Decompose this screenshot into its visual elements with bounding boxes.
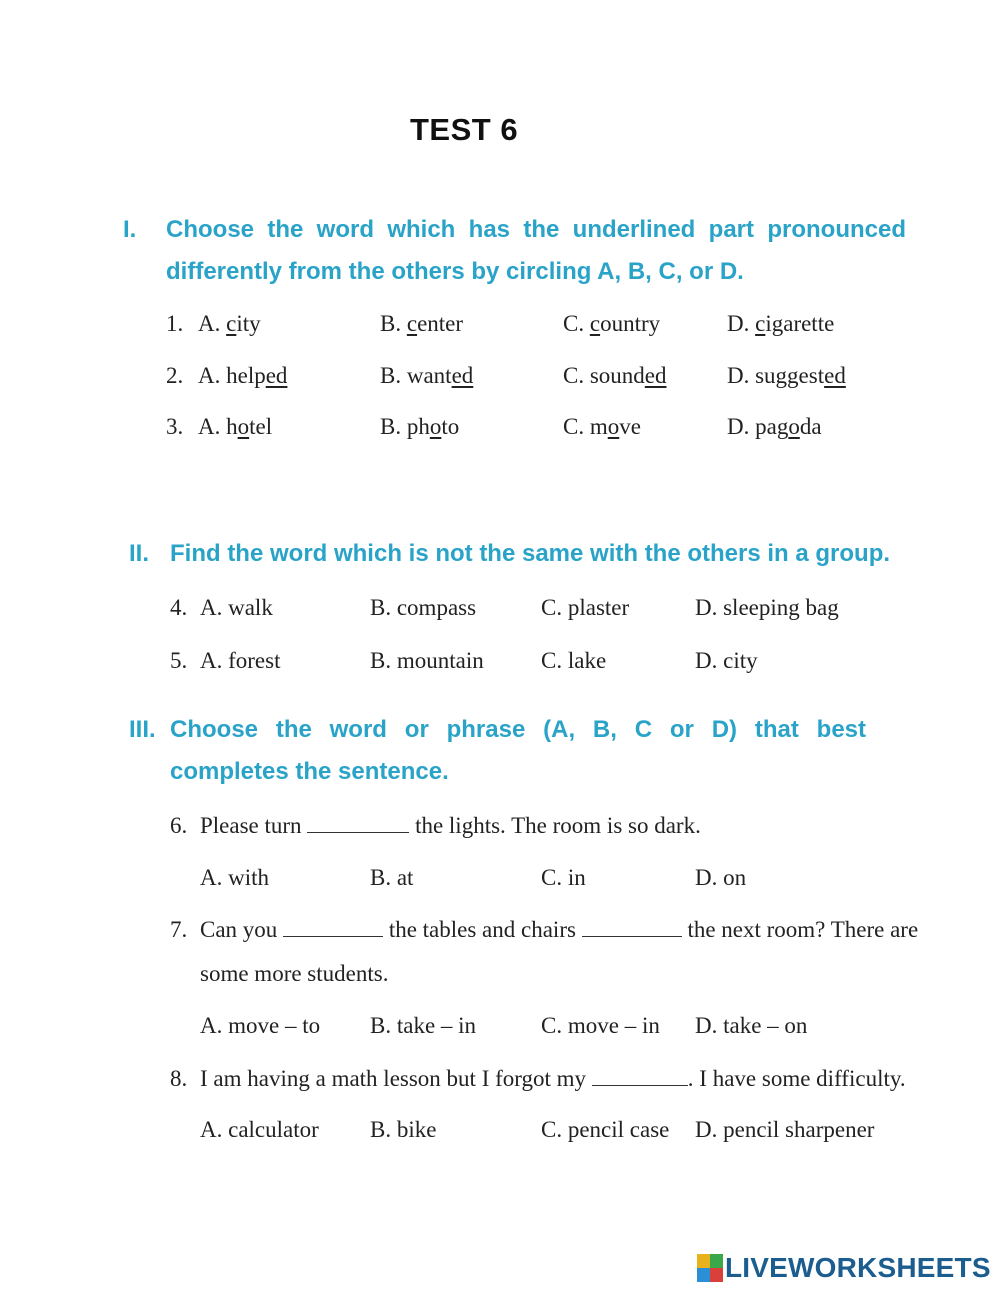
question-4-option-a[interactable]: A. walk xyxy=(200,595,273,620)
question-4-number: 4. xyxy=(170,595,188,620)
answer-blank[interactable] xyxy=(592,1084,688,1086)
question-8-number: 8. xyxy=(170,1066,188,1091)
question-6-option-b[interactable]: B. at xyxy=(370,865,414,890)
question-7-option-c[interactable]: C. move – in xyxy=(541,1013,660,1038)
question-3-option-c[interactable]: C. move xyxy=(563,414,641,439)
liveworksheets-logo xyxy=(697,1252,991,1284)
question-2-option-d[interactable]: D. suggested xyxy=(727,363,846,388)
section-3-number: III. xyxy=(129,716,156,743)
answer-blank[interactable] xyxy=(582,935,682,937)
page-title: TEST 6 xyxy=(410,112,519,147)
question-4-option-b[interactable]: B. compass xyxy=(370,595,477,620)
section-2-instruction: Find the word which is not the same with the others in a group. xyxy=(170,540,891,567)
logo-square-1 xyxy=(697,1254,710,1268)
section-2-number: II. xyxy=(129,540,150,567)
question-5-option-d[interactable]: D. city xyxy=(695,648,758,673)
liveworksheets-logo-icon xyxy=(697,1254,723,1282)
question-1-number: 1. xyxy=(166,311,184,336)
logo-square-3 xyxy=(697,1268,710,1282)
question-3-option-b[interactable]: B. photo xyxy=(380,414,460,439)
section-1-instruction: Choose the word which has the underlined part pronounced differently from the others by circling A, B, C, or D. xyxy=(166,216,906,285)
question-8-option-a[interactable]: A. calculator xyxy=(200,1117,319,1142)
answer-blank[interactable] xyxy=(307,831,409,833)
question-7-number: 7. xyxy=(170,917,188,942)
question-7-option-a[interactable]: A. move – to xyxy=(200,1013,321,1038)
question-7-stem: Can you the tables and chairs the next room? There are xyxy=(200,917,919,942)
question-3-option-a[interactable]: A. hotel xyxy=(198,414,273,439)
question-6-option-d[interactable]: D. on xyxy=(695,865,747,890)
question-8-option-c[interactable]: C. pencil case xyxy=(541,1117,670,1142)
question-4-option-c[interactable]: C. plaster xyxy=(541,595,630,620)
question-1-option-d[interactable]: D. cigarette xyxy=(727,311,835,336)
answer-blank[interactable] xyxy=(283,935,383,937)
section-1-number: I. xyxy=(123,216,137,243)
question-1-option-a[interactable]: A. city xyxy=(198,311,261,336)
question-7-stem-line-2: some more students. xyxy=(200,961,389,986)
question-7-option-b[interactable]: B. take – in xyxy=(370,1013,477,1038)
question-1-option-b[interactable]: B. center xyxy=(380,311,464,336)
question-7-option-d[interactable]: D. take – on xyxy=(695,1013,808,1038)
question-6-stem: Please turn the lights. The room is so dark. xyxy=(200,813,701,838)
question-6-option-a[interactable]: A. with xyxy=(200,865,269,890)
question-1-option-c[interactable]: C. country xyxy=(563,311,661,336)
question-6-option-c[interactable]: C. in xyxy=(541,865,586,890)
section-3-instruction: Choose the word or phrase (A, B, C or D) that best completes the sentence. xyxy=(170,716,866,785)
question-5-option-b[interactable]: B. mountain xyxy=(370,648,484,673)
logo-square-4 xyxy=(710,1268,723,1282)
question-4-option-d[interactable]: D. sleeping bag xyxy=(695,595,839,620)
question-6-number: 6. xyxy=(170,813,188,838)
question-3-option-d[interactable]: D. pagoda xyxy=(727,414,822,439)
question-2-option-a[interactable]: A. helped xyxy=(198,363,288,388)
brand-name: LIVEWORKSHEETS xyxy=(725,1252,991,1283)
question-5-option-a[interactable]: A. forest xyxy=(200,648,281,673)
question-5-option-c[interactable]: C. lake xyxy=(541,648,607,673)
question-2-option-b[interactable]: B. wanted xyxy=(380,363,474,388)
question-3-number: 3. xyxy=(166,414,184,439)
question-2-option-c[interactable]: C. sounded xyxy=(563,363,667,388)
question-8-option-b[interactable]: B. bike xyxy=(370,1117,437,1142)
question-2-number: 2. xyxy=(166,363,184,388)
question-8-stem: I am having a math lesson but I forgot my . I have some difficulty. xyxy=(200,1066,906,1091)
question-8-option-d[interactable]: D. pencil sharpener xyxy=(695,1117,875,1142)
question-5-number: 5. xyxy=(170,648,188,673)
logo-square-2 xyxy=(710,1254,723,1268)
